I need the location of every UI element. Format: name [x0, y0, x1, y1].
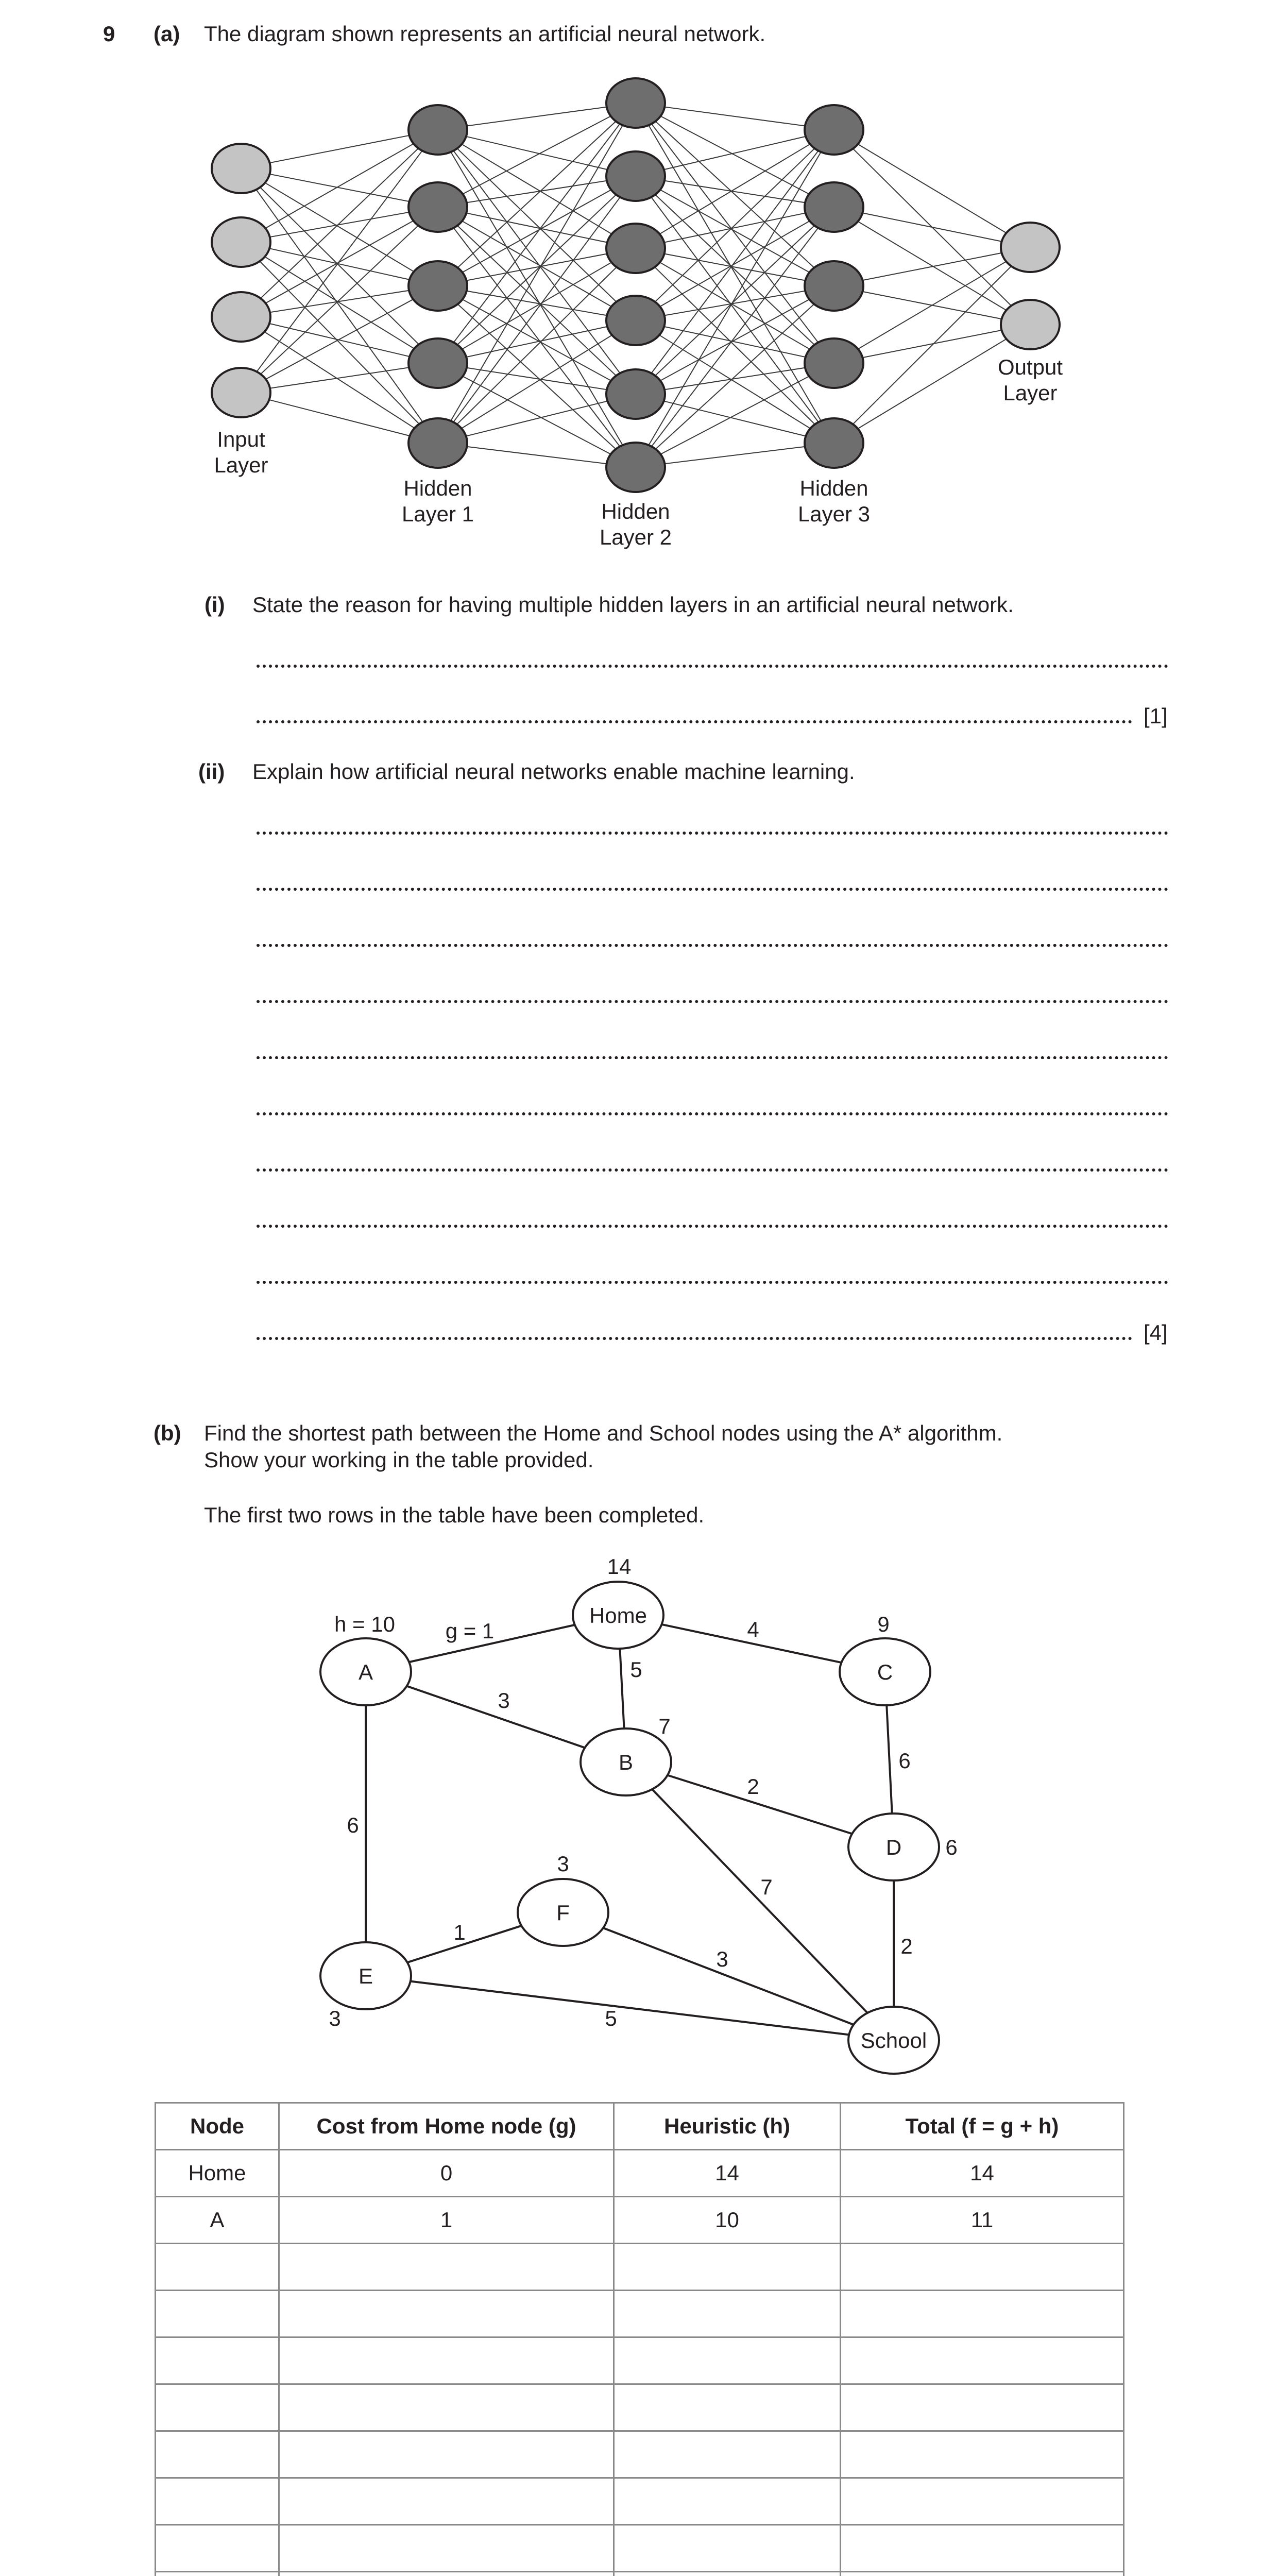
- cell-cost: 0: [279, 2150, 614, 2197]
- network-connection: [636, 207, 834, 248]
- heuristic-c: 9: [877, 1612, 890, 1636]
- edge-e-school: [366, 1976, 894, 2040]
- node-b-label: B: [618, 1750, 634, 1774]
- empty-cell[interactable]: [156, 2478, 279, 2525]
- weight-home-c: 4: [747, 1617, 759, 1641]
- network-neurons: [212, 78, 1060, 492]
- weight-d-school: 2: [900, 1934, 913, 1958]
- network-connection: [241, 168, 438, 363]
- hidden-layer-1-label-1: Hidden: [403, 476, 472, 500]
- network-connection: [241, 242, 438, 443]
- weight-f-school: 3: [716, 1947, 728, 1971]
- network-connection: [241, 317, 438, 363]
- answer-line[interactable]: [257, 1000, 1168, 1003]
- empty-cell[interactable]: [279, 2572, 614, 2576]
- network-connection: [438, 286, 636, 394]
- network-connection: [438, 130, 636, 320]
- empty-cell[interactable]: [614, 2244, 841, 2291]
- heuristic-b: 7: [658, 1714, 671, 1738]
- network-connection: [636, 286, 834, 394]
- network-connection: [438, 394, 636, 443]
- empty-cell[interactable]: [156, 2431, 279, 2478]
- part-b-text-2: Show your working in the table provided.: [204, 1448, 594, 1472]
- weight-b-d: 2: [747, 1774, 759, 1799]
- network-connection: [241, 286, 438, 393]
- input-neuron: [212, 144, 270, 193]
- question-number: 9: [103, 22, 115, 46]
- network-connection: [241, 242, 438, 363]
- empty-cell[interactable]: [841, 2431, 1124, 2478]
- network-connection: [438, 207, 636, 248]
- header-node: Node: [156, 2103, 279, 2150]
- network-connection: [834, 207, 1030, 325]
- hidden-layer-3-label-1: Hidden: [799, 476, 868, 500]
- empty-cell[interactable]: [279, 2337, 614, 2384]
- empty-cell[interactable]: [841, 2572, 1124, 2576]
- node-school-label: School: [860, 2028, 927, 2053]
- weight-e-school: 5: [605, 2006, 617, 2030]
- node-home-label: Home: [589, 1603, 647, 1628]
- empty-cell[interactable]: [614, 2478, 841, 2525]
- hidden-2-neuron: [606, 224, 665, 273]
- weight-a-e: 6: [347, 1813, 359, 1837]
- empty-cell[interactable]: [614, 2572, 841, 2576]
- hidden-2-neuron: [606, 78, 665, 128]
- graph-edge-weights: [347, 1617, 912, 2030]
- empty-cell[interactable]: [614, 2525, 841, 2572]
- empty-cell[interactable]: [614, 2431, 841, 2478]
- heuristic-a: h = 10: [334, 1612, 395, 1636]
- hidden-2-neuron: [606, 151, 665, 201]
- table-row-empty[interactable]: [156, 2572, 1124, 2576]
- cell-heuristic: 14: [614, 2150, 841, 2197]
- empty-cell[interactable]: [279, 2431, 614, 2478]
- empty-cell[interactable]: [156, 2384, 279, 2431]
- weight-a-b: 3: [498, 1688, 510, 1713]
- part-b-text-1: Find the shortest path between the Home and School nodes using the A* algorithm.: [204, 1421, 1003, 1445]
- network-connection: [241, 317, 438, 443]
- marks-ii: [4]: [1144, 1320, 1168, 1345]
- output-layer-label-2: Layer: [1003, 381, 1058, 405]
- question-ii-label: (ii): [198, 759, 225, 784]
- question-i-text: State the reason for having multiple hidden layers in an artificial neural network.: [252, 592, 1014, 617]
- hidden-3-neuron: [805, 182, 863, 232]
- empty-cell[interactable]: [156, 2291, 279, 2337]
- network-connection: [636, 176, 834, 443]
- hidden-2-neuron: [606, 369, 665, 419]
- hidden-layer-2-label-2: Layer 2: [599, 525, 672, 549]
- cell-heuristic: 10: [614, 2197, 841, 2244]
- part-b-text-3: The first two rows in the table have been completed.: [204, 1503, 705, 1527]
- cell-total: 14: [841, 2150, 1124, 2197]
- empty-cell[interactable]: [841, 2244, 1124, 2291]
- heuristic-d: 6: [945, 1835, 958, 1859]
- empty-cell[interactable]: [841, 2525, 1124, 2572]
- header-cost: Cost from Home node (g): [279, 2103, 614, 2150]
- empty-cell[interactable]: [279, 2291, 614, 2337]
- hidden-2-neuron: [606, 296, 665, 345]
- question-i-label: (i): [205, 592, 225, 617]
- empty-cell[interactable]: [156, 2525, 279, 2572]
- node-e-label: E: [358, 1964, 373, 1988]
- table-row-empty[interactable]: [156, 2384, 1124, 2431]
- part-a-label: (a): [154, 22, 180, 46]
- empty-cell[interactable]: [841, 2337, 1124, 2384]
- hidden-3-neuron: [805, 261, 863, 311]
- network-connection: [636, 320, 834, 443]
- answer-line[interactable]: [257, 1112, 1168, 1115]
- table-row-empty[interactable]: [156, 2478, 1124, 2525]
- answer-line[interactable]: [257, 665, 1168, 668]
- empty-cell[interactable]: [614, 2384, 841, 2431]
- network-connection: [438, 320, 636, 443]
- marks-i: [1]: [1144, 704, 1168, 728]
- input-layer-label-1: Input: [217, 427, 265, 451]
- hidden-1-neuron: [408, 261, 467, 311]
- cell-node: A: [156, 2197, 279, 2244]
- input-neuron: [212, 217, 270, 267]
- input-neuron: [212, 292, 270, 342]
- table-row-empty[interactable]: [156, 2431, 1124, 2478]
- table-row: [156, 2150, 1124, 2197]
- header-total: Total (f = g + h): [841, 2103, 1124, 2150]
- empty-cell[interactable]: [279, 2244, 614, 2291]
- table-header-row: [156, 2103, 1124, 2150]
- output-neuron: [1001, 223, 1060, 272]
- question-ii-text: Explain how artificial neural networks enable machine learning.: [252, 759, 855, 784]
- answer-line[interactable]: [257, 720, 1132, 723]
- cell-total: 11: [841, 2197, 1124, 2244]
- answer-line[interactable]: [257, 1056, 1168, 1059]
- output-layer-label-1: Output: [997, 355, 1063, 379]
- empty-cell[interactable]: [841, 2384, 1124, 2431]
- node-a-label: A: [358, 1660, 373, 1684]
- astar-working-table: [155, 2102, 1124, 2576]
- hidden-1-neuron: [408, 105, 467, 155]
- answer-line[interactable]: [257, 1281, 1168, 1284]
- table-row-empty[interactable]: [156, 2525, 1124, 2572]
- empty-cell[interactable]: [156, 2244, 279, 2291]
- table-row-empty[interactable]: [156, 2244, 1124, 2291]
- hidden-3-neuron: [805, 418, 863, 468]
- node-d-label: D: [885, 1835, 902, 1859]
- empty-cell[interactable]: [841, 2478, 1124, 2525]
- weight-c-d: 6: [898, 1749, 911, 1773]
- hidden-layer-3-label-2: Layer 3: [797, 502, 871, 526]
- network-connection: [636, 248, 834, 286]
- network-connection: [241, 393, 438, 443]
- empty-cell[interactable]: [841, 2291, 1124, 2337]
- empty-cell[interactable]: [279, 2525, 614, 2572]
- answer-line[interactable]: [257, 1225, 1168, 1228]
- answer-line[interactable]: [257, 832, 1168, 835]
- table-row-empty[interactable]: [156, 2291, 1124, 2337]
- node-f-label: F: [556, 1901, 570, 1925]
- empty-cell[interactable]: [614, 2291, 841, 2337]
- table-row: [156, 2197, 1124, 2244]
- network-connection: [636, 320, 834, 363]
- network-connection: [438, 320, 636, 363]
- graph-nodes: [320, 1582, 939, 2074]
- hidden-1-neuron: [408, 182, 467, 232]
- weight-home-a: g = 1: [445, 1619, 495, 1643]
- astar-graph: [0, 1546, 1278, 2087]
- output-neuron: [1001, 300, 1060, 349]
- hidden-3-neuron: [805, 105, 863, 155]
- network-connection: [834, 325, 1030, 443]
- part-b-label: (b): [154, 1421, 181, 1445]
- empty-cell[interactable]: [614, 2337, 841, 2384]
- node-c-label: C: [877, 1660, 893, 1684]
- answer-line[interactable]: [257, 1337, 1132, 1340]
- header-heuristic: Heuristic (h): [614, 2103, 841, 2150]
- empty-cell[interactable]: [156, 2337, 279, 2384]
- empty-cell[interactable]: [279, 2478, 614, 2525]
- network-connection: [241, 242, 438, 286]
- network-connection: [438, 176, 636, 443]
- network-connection: [834, 130, 1030, 247]
- weight-e-f: 1: [453, 1920, 466, 1944]
- weight-b-school: 7: [760, 1875, 773, 1899]
- hidden-1-neuron: [408, 418, 467, 468]
- neural-network-diagram: [0, 0, 1278, 577]
- heuristic-home: 14: [607, 1554, 632, 1579]
- heuristic-f: 3: [557, 1852, 569, 1876]
- hidden-layer-1-label-2: Layer 1: [401, 502, 474, 526]
- network-connection: [636, 394, 834, 443]
- input-layer-label-2: Layer: [214, 453, 268, 477]
- weight-home-b: 5: [630, 1657, 642, 1682]
- empty-cell[interactable]: [156, 2572, 279, 2576]
- answer-line[interactable]: [257, 888, 1168, 891]
- network-connection: [834, 247, 1030, 443]
- empty-cell[interactable]: [279, 2384, 614, 2431]
- cell-node: Home: [156, 2150, 279, 2197]
- network-connection: [636, 130, 834, 320]
- table-row-empty[interactable]: [156, 2337, 1124, 2384]
- part-a-text: The diagram shown represents an artificial neural network.: [204, 22, 766, 46]
- input-neuron: [212, 368, 270, 417]
- hidden-2-neuron: [606, 443, 665, 492]
- hidden-1-neuron: [408, 338, 467, 388]
- heuristic-e: 3: [329, 2006, 341, 2030]
- answer-line[interactable]: [257, 1168, 1168, 1172]
- hidden-3-neuron: [805, 338, 863, 388]
- answer-line[interactable]: [257, 944, 1168, 947]
- cell-cost: 1: [279, 2197, 614, 2244]
- hidden-layer-2-label-1: Hidden: [601, 499, 670, 523]
